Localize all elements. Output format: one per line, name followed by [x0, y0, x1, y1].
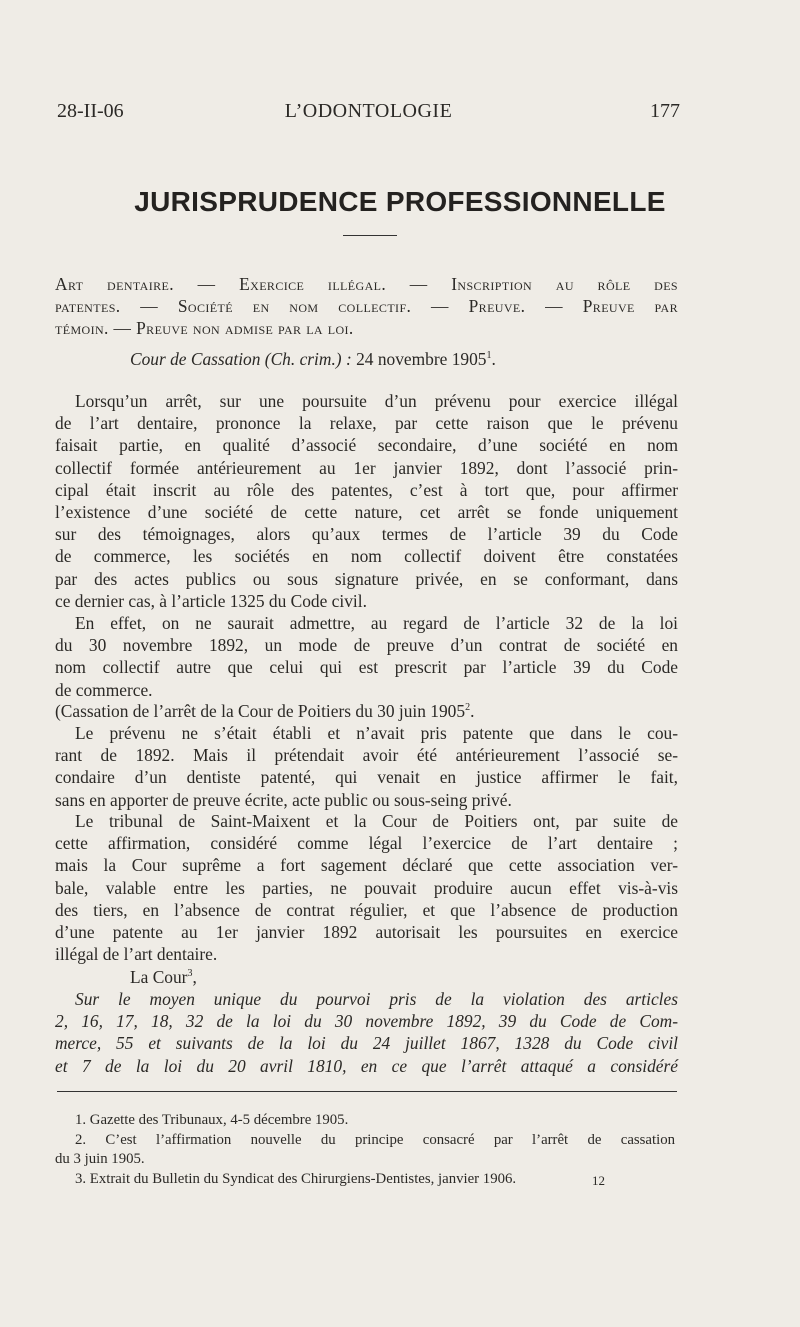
title-rule	[343, 235, 397, 236]
paragraph-4	[55, 722, 678, 811]
text-line: collectif formée antérieurement au 1er janvier 1892, dont l’associé prin-	[55, 457, 678, 478]
text-line: En effet, on ne saurait admettre, au regard de l’article 32 de la loi	[75, 613, 678, 633]
text-line: merce, 55 et suivants de la loi du 24 juillet 1867, 1328 du Code civil	[55, 1033, 678, 1054]
footnote-rule	[57, 1091, 677, 1092]
text-line: et 7 de la loi du 20 avril 1810, en ce que l’arrêt attaqué a considéré	[55, 1055, 678, 1076]
court-date: 24 novembre 1905	[356, 349, 487, 369]
text-line: (Cassation de l’arrêt de la Cour de Poitiers du 30 juin 1905	[55, 701, 466, 721]
paragraph-2	[55, 612, 678, 701]
footnotes	[55, 1111, 675, 1189]
text-line: Le prévenu ne s’était établi et n’avait pris patente que dans le cou-	[75, 723, 678, 743]
header-journal: L’ODONTOLOGIE	[284, 100, 453, 122]
la-cour-text: La Cour	[130, 967, 188, 987]
text-line: faisait partie, en qualité d’associé secondaire, d’une société en nom	[55, 435, 678, 456]
text-line: par des actes publics ou sous signature privée, en se conformant, dans	[55, 568, 678, 589]
text-line: sans en apporter de preuve écrite, acte public ou sous-seing privé.	[55, 789, 512, 810]
note-ref-2: 2	[465, 702, 471, 714]
text-line: Sur le moyen unique du pourvoi pris de la violation des articles	[75, 989, 678, 1009]
la-cour	[130, 966, 630, 988]
section-title: JURISPRUDENCE PROFESSIONNELLE	[134, 186, 666, 217]
text-line: cette affirmation, considéré comme légal l’exercice de l’art dentaire ;	[55, 833, 678, 854]
text-line: mais la Cour suprême a fort sagement déclaré que cette association ver-	[55, 855, 678, 876]
text-line: d’une patente au 1er janvier 1892 autorisait les poursuites en exercice	[55, 922, 678, 943]
text-line: ce dernier cas, à l’article 1325 du Code civil.	[55, 590, 367, 611]
text-line: de commerce.	[55, 679, 153, 700]
text-line: de l’art dentaire, prononce la relaxe, par cette raison que le prévenu	[55, 413, 678, 434]
text-line: rant de 1892. Mais il prétendait avoir été antérieurement l’associé se-	[55, 745, 678, 766]
footnote-2: 2. C’est l’affirmation nouvelle du principe consacré par l’arrêt de cassation	[75, 1131, 675, 1148]
text-line: nom collectif autre que celui qui est prescrit par l’article 39 du Code	[55, 657, 678, 678]
la-cour-tail: ,	[192, 967, 197, 987]
text-line: des tiers, en l’absence de contrat régulier, et que l’absence de production	[55, 899, 678, 920]
note-ref-3: 3	[187, 968, 193, 980]
running-head	[57, 100, 680, 134]
header-date: 28-II-06	[57, 100, 124, 122]
paragraph-1	[55, 390, 678, 612]
text-line: Lorsqu’un arrêt, sur une poursuite d’un prévenu pour exercice illégal	[75, 391, 678, 411]
signature-mark: 12	[592, 1173, 605, 1188]
keywords-block	[55, 273, 678, 340]
text-line: 2, 16, 17, 18, 32 de la loi du 30 novembre 1892, 39 du Code de Com-	[55, 1011, 678, 1032]
text-line: bale, valable entre les parties, ne pouvait produire aucun effet vis-à-vis	[55, 877, 678, 898]
text-line: Le tribunal de Saint-Maixent et la Cour de Poitiers ont, par suite de	[75, 811, 678, 831]
paragraph-3	[55, 700, 678, 722]
court-note-ref: 1	[486, 350, 492, 362]
keywords-line: Art dentaire. — Exercice illégal. — Inscription au rôle des	[55, 274, 678, 294]
keywords-line: patentes. — Société en nom collectif. — Preuve. — Preuve par	[55, 296, 678, 317]
paragraph-5	[55, 810, 678, 965]
text-line: sur des témoignages, alors qu’aux termes de l’article 39 du Code	[55, 524, 678, 545]
footnote-1: 1. Gazette des Tribunaux, 4-5 décembre 1905.	[75, 1112, 349, 1128]
keywords-line: témoin. — Preuve non admise par la loi.	[55, 318, 354, 339]
italic-paragraph	[55, 988, 678, 1077]
footnote-2-cont: du 3 juin 1905.	[55, 1151, 145, 1167]
text-line: du 30 novembre 1892, un mode de preuve d’un contrat de société en	[55, 635, 678, 656]
text-line: condaire d’un dentiste patenté, qui venait en justice affirmer le fait,	[55, 767, 678, 788]
footnote-3: 3. Extrait du Bulletin du Syndicat des Chirurgiens-Dentistes, janvier 1906.	[75, 1170, 517, 1187]
text-line: illégal de l’art dentaire.	[55, 944, 218, 965]
text-line: l’existence d’une société de cette nature, cet arrêt se fonde uniquement	[55, 502, 678, 523]
text-tail: .	[470, 701, 475, 721]
text-line: cipal était inscrit au rôle des patentes, c’est à tort que, pour affirmer	[55, 479, 678, 500]
text-line: de commerce, les sociétés en nom collectif doivent être constatées	[55, 546, 678, 567]
court-line: Cour de Cassation (Ch. crim.) : 24 novembre 1905$^1$.	[130, 349, 496, 369]
court-name: Cour de Cassation (Ch. crim.) :	[130, 349, 352, 369]
header-page-number: 177	[650, 100, 680, 122]
